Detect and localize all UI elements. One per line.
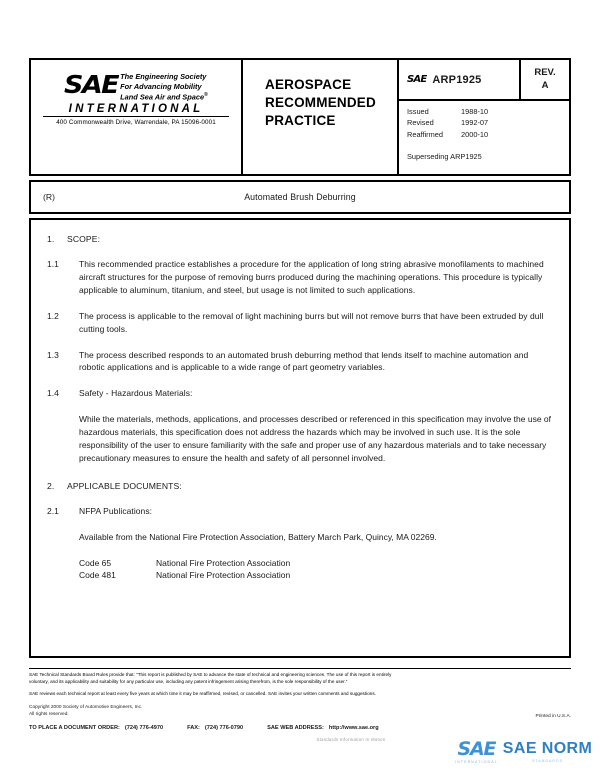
document-number: ARP1925 bbox=[432, 73, 482, 86]
sae-logo-icon: SAE bbox=[64, 70, 119, 99]
document-type-line2: RECOMMENDED bbox=[265, 94, 376, 110]
revision-label: REV. bbox=[534, 66, 556, 78]
superseding-note: Superseding ARP1925 bbox=[407, 151, 482, 161]
paragraph-1-3-number: 1.3 bbox=[47, 349, 59, 360]
date-value-revised: 1992-07 bbox=[461, 118, 489, 128]
date-row-revised bbox=[407, 117, 569, 128]
footer-disclaimer-line2: voluntary, and its applicability and suitability for any particular use, including any patent infringement arising therefrom, is the sole responsibility of the user.” bbox=[29, 678, 348, 684]
sae-tagline-line1: The Engineering Society bbox=[120, 72, 207, 81]
logo-row bbox=[64, 72, 208, 102]
section-heading-scope bbox=[47, 234, 553, 244]
paragraph-1-2-text: The process is applicable to the removal of light machining burrs but will not remove burrs that have been extruded by dull cutting tools. bbox=[79, 310, 544, 334]
fax-label: FAX: bbox=[187, 724, 200, 731]
web-url[interactable]: http://www.sae.org bbox=[328, 724, 379, 731]
sae-address: 400 Commonwealth Drive, Warrendale, PA 15096-0001 bbox=[56, 119, 216, 126]
document-type-line3: PRACTICE bbox=[265, 112, 336, 128]
sae-logo-small-icon: SAE bbox=[407, 73, 427, 85]
date-label-issued: Issued bbox=[407, 107, 429, 116]
footer-order-row bbox=[29, 725, 571, 731]
nfpa-availability-note: Available from the National Fire Protection Association, Battery March Park, Quincy, MA 02269. bbox=[79, 531, 437, 542]
footer-disclaimer bbox=[29, 672, 571, 686]
order-phone: (724) 776-4970 bbox=[124, 724, 164, 731]
footer-copyright-row bbox=[29, 704, 571, 719]
footer-copyright-line1: Copyright 2000 Society of Automotive Engineers, Inc. bbox=[29, 704, 143, 710]
footer-divider bbox=[29, 668, 571, 669]
sae-norm-text-wrap bbox=[503, 741, 592, 763]
date-label-reaffirmed: Reaffirmed bbox=[407, 129, 444, 139]
sae-norm-watermark bbox=[455, 740, 592, 764]
date-row-issued bbox=[407, 106, 569, 117]
nfpa-code-list bbox=[79, 557, 553, 583]
paragraph-1-2 bbox=[47, 310, 553, 336]
list-item bbox=[79, 557, 553, 570]
section-heading-scope-text: SCOPE: bbox=[67, 234, 101, 244]
sae-norm-text-sub: STANDARDS bbox=[532, 759, 563, 763]
paragraph-2-1-text: NFPA Publications: bbox=[79, 505, 153, 516]
revision-flag: (R) bbox=[43, 192, 55, 202]
sae-tagline bbox=[120, 72, 208, 102]
paragraph-1-3-text: The process described responds to an automated brush deburring method that lends itself to machine automation and robotic applications and is applicable to a wide range of part geometry variables. bbox=[79, 349, 529, 373]
section-heading-scope-number: 1. bbox=[47, 234, 55, 244]
paragraph-1-1 bbox=[47, 258, 553, 297]
paragraph-1-4-number: 1.4 bbox=[47, 388, 59, 399]
sae-tagline-line2: For Advancing Mobility bbox=[120, 81, 202, 91]
document-id-row bbox=[399, 60, 569, 101]
footer-review-note: SAE reviews each technical report at least every five years at which time it may be reaffirmed, revised, or cancelled. SAE invites your written comments and suggestions. bbox=[29, 690, 376, 696]
sae-norm-text: SAE NORM bbox=[502, 740, 593, 757]
revision-value: A bbox=[541, 79, 549, 91]
document-type-line1: AEROSPACE bbox=[265, 77, 352, 92]
code-id-65: Code 65 bbox=[79, 557, 112, 568]
sae-logo-block bbox=[31, 60, 243, 174]
code-id-481: Code 481 bbox=[79, 570, 116, 581]
code-title-481: National Fire Protection Association bbox=[156, 570, 291, 581]
logo-divider bbox=[43, 116, 229, 117]
sae-norm-logo-icon: SAE bbox=[457, 738, 496, 760]
section-heading-documents-number: 2. bbox=[47, 480, 55, 491]
paragraph-1-3 bbox=[47, 349, 553, 375]
paragraph-1-2-number: 1.2 bbox=[47, 310, 59, 321]
sae-norm-mark-sub: INTERNATIONAL bbox=[455, 760, 498, 764]
footer-ghost-text: Standards Information In Motion bbox=[316, 737, 386, 742]
document-subject-bar bbox=[29, 180, 571, 214]
document-body bbox=[29, 218, 571, 658]
section-heading-documents-text: APPLICABLE DOCUMENTS: bbox=[67, 480, 182, 491]
document-number-cell bbox=[399, 60, 521, 99]
paragraph-2-1 bbox=[47, 505, 553, 518]
date-value-issued: 1988-10 bbox=[461, 107, 489, 116]
date-value-reaffirmed: 2000-10 bbox=[461, 129, 489, 139]
document-header-table bbox=[29, 58, 571, 176]
section-heading-applicable-documents bbox=[47, 481, 553, 491]
code-title-65: National Fire Protection Association bbox=[156, 557, 291, 568]
footer-copyright bbox=[29, 704, 142, 719]
document-type-title bbox=[265, 76, 376, 130]
order-label: TO PLACE A DOCUMENT ORDER: bbox=[29, 724, 120, 731]
sae-tagline-line3: Land Sea Air and Space bbox=[120, 92, 205, 102]
revision-cell bbox=[521, 60, 569, 99]
sae-norm-mark-wrap bbox=[455, 740, 498, 764]
document-footer bbox=[29, 668, 571, 731]
document-meta-cell bbox=[399, 60, 569, 174]
paragraph-1-1-text: This recommended practice establishes a procedure for the application of long string abrasive monofilaments to machined aircraft structures for the purpose of removing burrs produced during the machining operations. This procedure is typically applicable to aluminum, titanium, and steel, but usage is not limited to such applications. bbox=[79, 259, 544, 295]
document-subject-title: Automated Brush Deburring bbox=[244, 192, 356, 202]
fax-number: (724) 776-0790 bbox=[204, 724, 244, 731]
footer-copyright-line2: All rights reserved. bbox=[29, 712, 69, 718]
registered-mark-icon: ® bbox=[204, 91, 208, 98]
date-row-reaffirmed bbox=[407, 129, 569, 140]
footer-disclaimer-line1: SAE Technical Standards Board Rules provide that: “This report is published by SAE to advance the state of technical and engineering sciences. The use of this report is entirely bbox=[29, 672, 392, 677]
paragraph-1-1-number: 1.1 bbox=[47, 259, 59, 269]
safety-hazardous-materials-body: While the materials, methods, applications, and processes described or referenced in this specification may involve the use of hazardous materials, this specification does not address the hazards which may be involved in such use. It is the sole responsibility of the user to ensure familiarity with the safe and proper use of any hazardous materials and to take necessary precautionary measures to ensure the health and safety of all personnel involved. bbox=[79, 414, 551, 463]
list-item bbox=[79, 569, 553, 582]
paragraph-1-4 bbox=[47, 387, 553, 400]
web-label: SAE WEB ADDRESS: bbox=[267, 724, 324, 731]
paragraph-1-4-text: Safety - Hazardous Materials: bbox=[79, 388, 193, 399]
sae-international-label: INTERNATIONAL bbox=[68, 103, 204, 115]
paragraph-2-1-number: 2.1 bbox=[47, 505, 59, 516]
document-dates-cell bbox=[399, 101, 569, 174]
document-type-cell bbox=[243, 60, 399, 174]
date-label-revised: Revised bbox=[407, 118, 434, 128]
footer-printed-in: Printed in U.S.A. bbox=[535, 713, 571, 719]
